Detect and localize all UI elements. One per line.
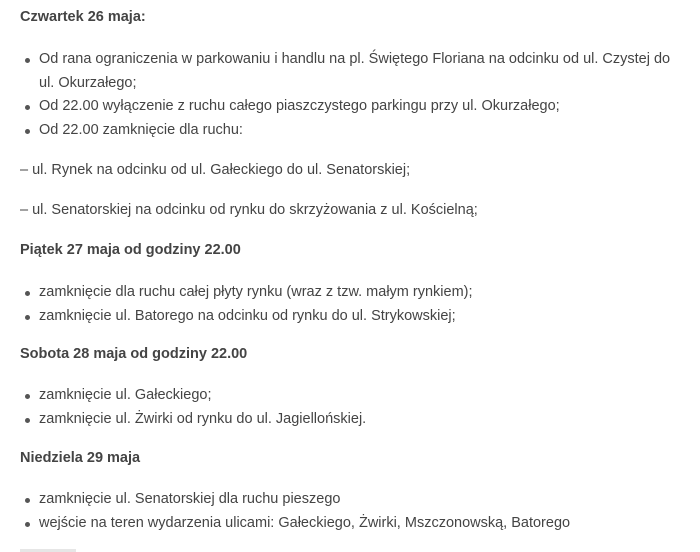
list-item: wejście na teren wydarzenia ulicami: Gałeckiego, Żwirki, Mszczonowską, Batorego [20,512,680,536]
list-item: zamknięcie dla ruchu całej płyty rynku (wraz z tzw. małym rynkiem); [20,281,680,305]
section-heading-sunday: Niedziela 29 maja [20,450,141,466]
section-heading-saturday: Sobota 28 maja od godziny 22.00 [20,346,248,362]
closure-line-senatorska: – ul. Senatorskiej na odcinku od rynku do skrzyżowania z ul. Kościelną; [20,202,478,218]
thursday-list [20,48,680,142]
list-item: zamknięcie ul. Gałeckiego; [20,384,680,408]
list-item: Od 22.00 zamknięcie dla ruchu: [20,119,680,143]
list-item: zamknięcie ul. Batorego na odcinku od rynku do ul. Strykowskiej; [20,305,680,329]
friday-list [20,281,680,328]
saturday-list [20,384,680,431]
list-item: zamknięcie ul. Senatorskiej dla ruchu pieszego [20,488,680,512]
list-item: zamknięcie ul. Żwirki od rynku do ul. Jagiellońskiej. [20,408,680,432]
closure-line-rynek: – ul. Rynek na odcinku od ul. Gałeckiego do ul. Senatorskiej; [20,162,411,178]
section-heading-friday: Piątek 27 maja od godziny 22.00 [20,242,241,258]
list-item: Od 22.00 wyłączenie z ruchu całego piaszczystego parkingu przy ul. Okurzałego; [20,95,680,119]
section-heading-thursday: Czwartek 26 maja: [20,9,146,25]
list-item: Od rana ograniczenia w parkowaniu i handlu na pl. Świętego Floriana na odcinku od ul. Czystej do ul. Okurzałego; [20,48,680,95]
sunday-list [20,488,680,535]
